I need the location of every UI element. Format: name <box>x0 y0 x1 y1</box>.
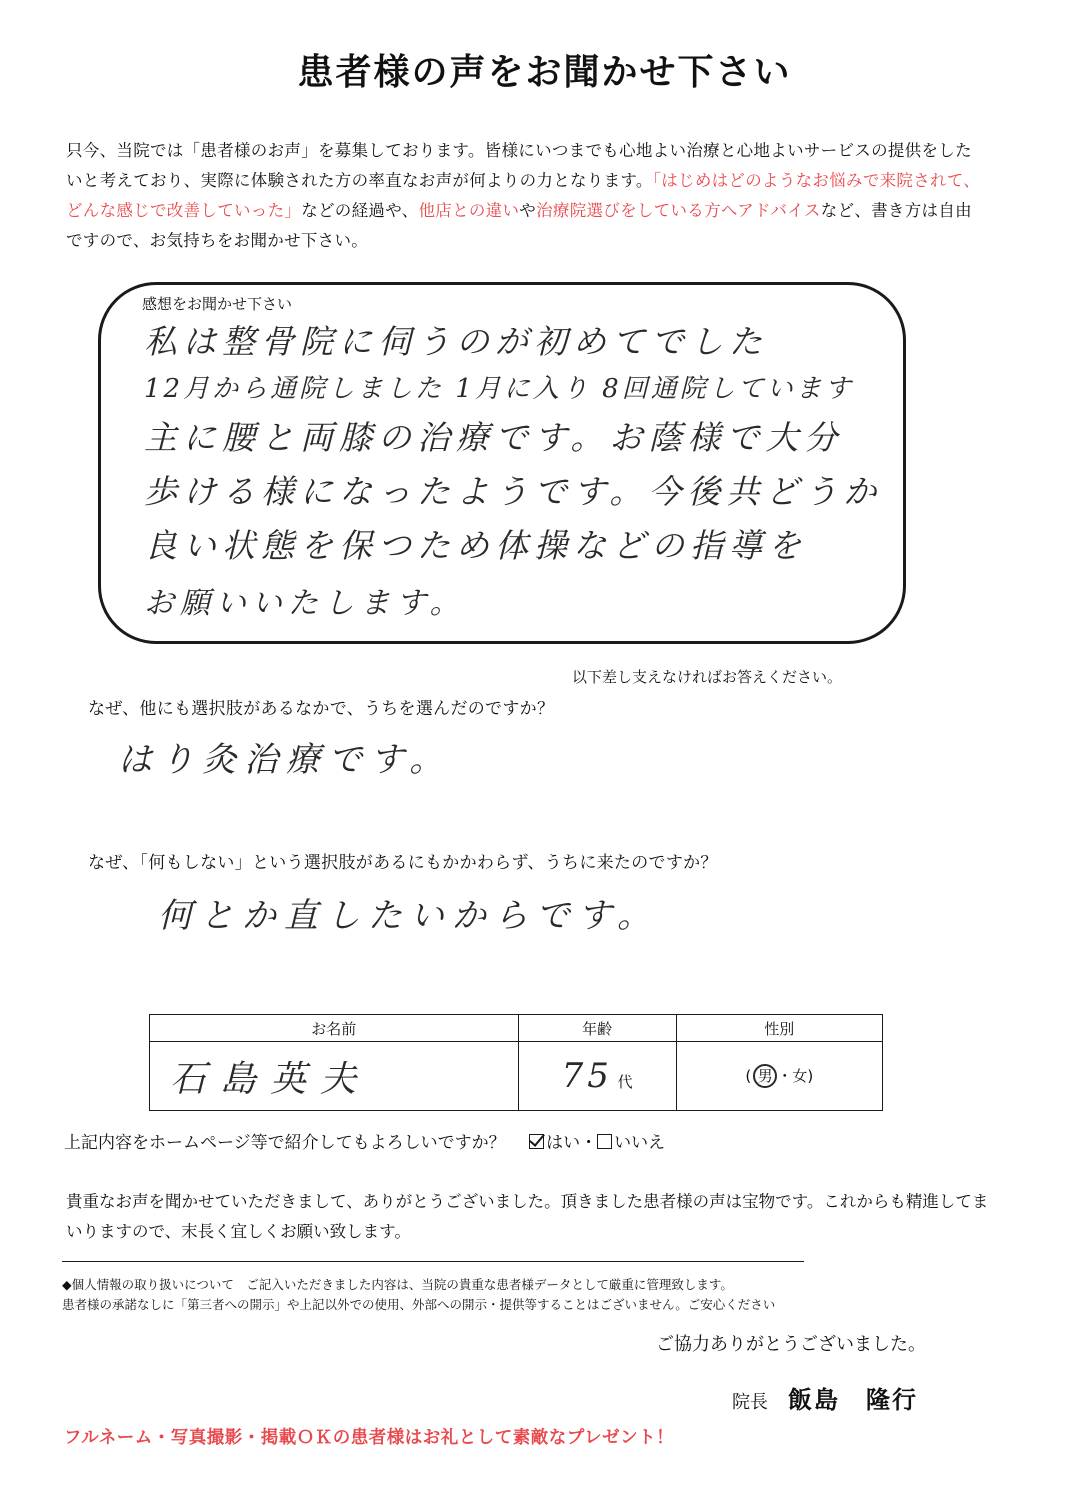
question-why-chose: なぜ、他にも選択肢があるなかで、うちを選んだのですか？ <box>88 699 555 719</box>
name-value: 石島英夫 <box>150 1042 519 1111</box>
intro-text <box>66 136 986 256</box>
name-header: お名前 <box>150 1015 519 1042</box>
consent-row <box>64 1128 665 1153</box>
intro-text-part: や <box>519 201 537 220</box>
privacy-notice <box>62 1275 775 1315</box>
sex-separator: ・ <box>777 1067 793 1085</box>
age-suffix: 代 <box>617 1073 633 1091</box>
intro-highlight: 「はじめはどのようなお悩みで来院されて、どんな感じで改善していった」 <box>66 171 981 220</box>
consent-options <box>529 1133 665 1153</box>
checkbox-checked-icon <box>529 1134 544 1149</box>
intro-text-part: などの経過や、 <box>301 201 419 220</box>
page-title: 患者様の声をお聞かせ下さい <box>297 52 792 93</box>
cooperation-thanks: ご協力ありがとうございました。 <box>656 1334 926 1355</box>
answer-why-chose: はり灸治療です。 <box>118 740 452 780</box>
intro-text-part: 只今、当院では「患者様のお声」を募集しております。皆様にいつまでも心地よい治療と心地よいサービスの提供をしたいと考えており、実際に体験された方の率直なお声が何よりの力となります。 <box>66 141 972 190</box>
optional-note: 以下差し支えなければお答えください。 <box>572 668 843 686</box>
consent-question: 上記内容をホームページ等で紹介してもよろしいですか？ <box>64 1133 506 1153</box>
checkbox-empty-icon <box>597 1134 612 1149</box>
sex-option-male: 男 <box>753 1064 777 1088</box>
impression-label: 感想をお聞かせ下さい <box>142 295 293 313</box>
sex-option-female: 女 <box>792 1067 808 1085</box>
question-why-came: なぜ、「何もしない」という選択肢があるにもかかわらず、うちに来たのですか？ <box>88 853 718 873</box>
director-title: 院長 <box>732 1392 768 1413</box>
age-header: 年齢 <box>518 1015 676 1042</box>
present-notice: フルネーム・写真撮影・掲載ＯＫの患者様はお礼として素敵なプレゼント！ <box>64 1428 675 1448</box>
impression-line: 良い状態を保つため体操などの指導を <box>144 526 807 565</box>
thanks-text: 貴重なお声を聞かせていただきまして、ありがとうございました。頂きました患者様の声は宝物です。これからも精進してまいりますので、末長く宜しくお願い致します。 <box>66 1192 989 1241</box>
impression-line: 歩ける様になったようです。今後共どうか <box>144 472 883 511</box>
sex-cell <box>676 1042 882 1111</box>
divider <box>62 1261 804 1262</box>
impression-line: お願いいたします。 <box>144 586 466 621</box>
consent-separator: ・ <box>580 1133 598 1153</box>
age-value: 75 <box>561 1056 613 1096</box>
patient-info-table <box>149 1014 883 1111</box>
age-cell <box>518 1042 676 1111</box>
privacy-line: ◆個人情報の取り扱いについて ご記入いただきました内容は、当院の貴重な患者様データとして厳重に管理致します。 <box>62 1277 733 1292</box>
answer-why-came: 何とか直したいからです。 <box>158 896 659 936</box>
intro-highlight: 他店との違い <box>418 201 520 220</box>
impression-line: 12月から通院しました 1月に入り 8回通院しています <box>144 374 854 404</box>
intro-text-part: など、書き方は自由ですので、お気持ちをお聞かせ下さい。 <box>66 201 972 250</box>
privacy-line: 患者様の承諾なしに「第三者への開示」や上記以外での使用、外部への開示・提供等することはございません。ご安心ください <box>62 1297 776 1312</box>
sex-header: 性別 <box>676 1015 882 1042</box>
impression-line: 主に腰と両膝の治療です。お蔭様で大分 <box>144 418 844 457</box>
director-name: 飯島 隆行 <box>788 1386 918 1414</box>
intro-highlight: 治療院選びをしている方へアドバイス <box>536 201 821 220</box>
sex-paren-close: ) <box>807 1067 814 1085</box>
director-signature <box>732 1380 918 1415</box>
consent-no-label: いいえ <box>614 1133 666 1153</box>
consent-yes-label: はい <box>546 1133 581 1153</box>
impression-line: 私は整骨院に伺うのが初めてでした <box>144 322 768 361</box>
sex-paren-open: ( <box>745 1067 752 1085</box>
